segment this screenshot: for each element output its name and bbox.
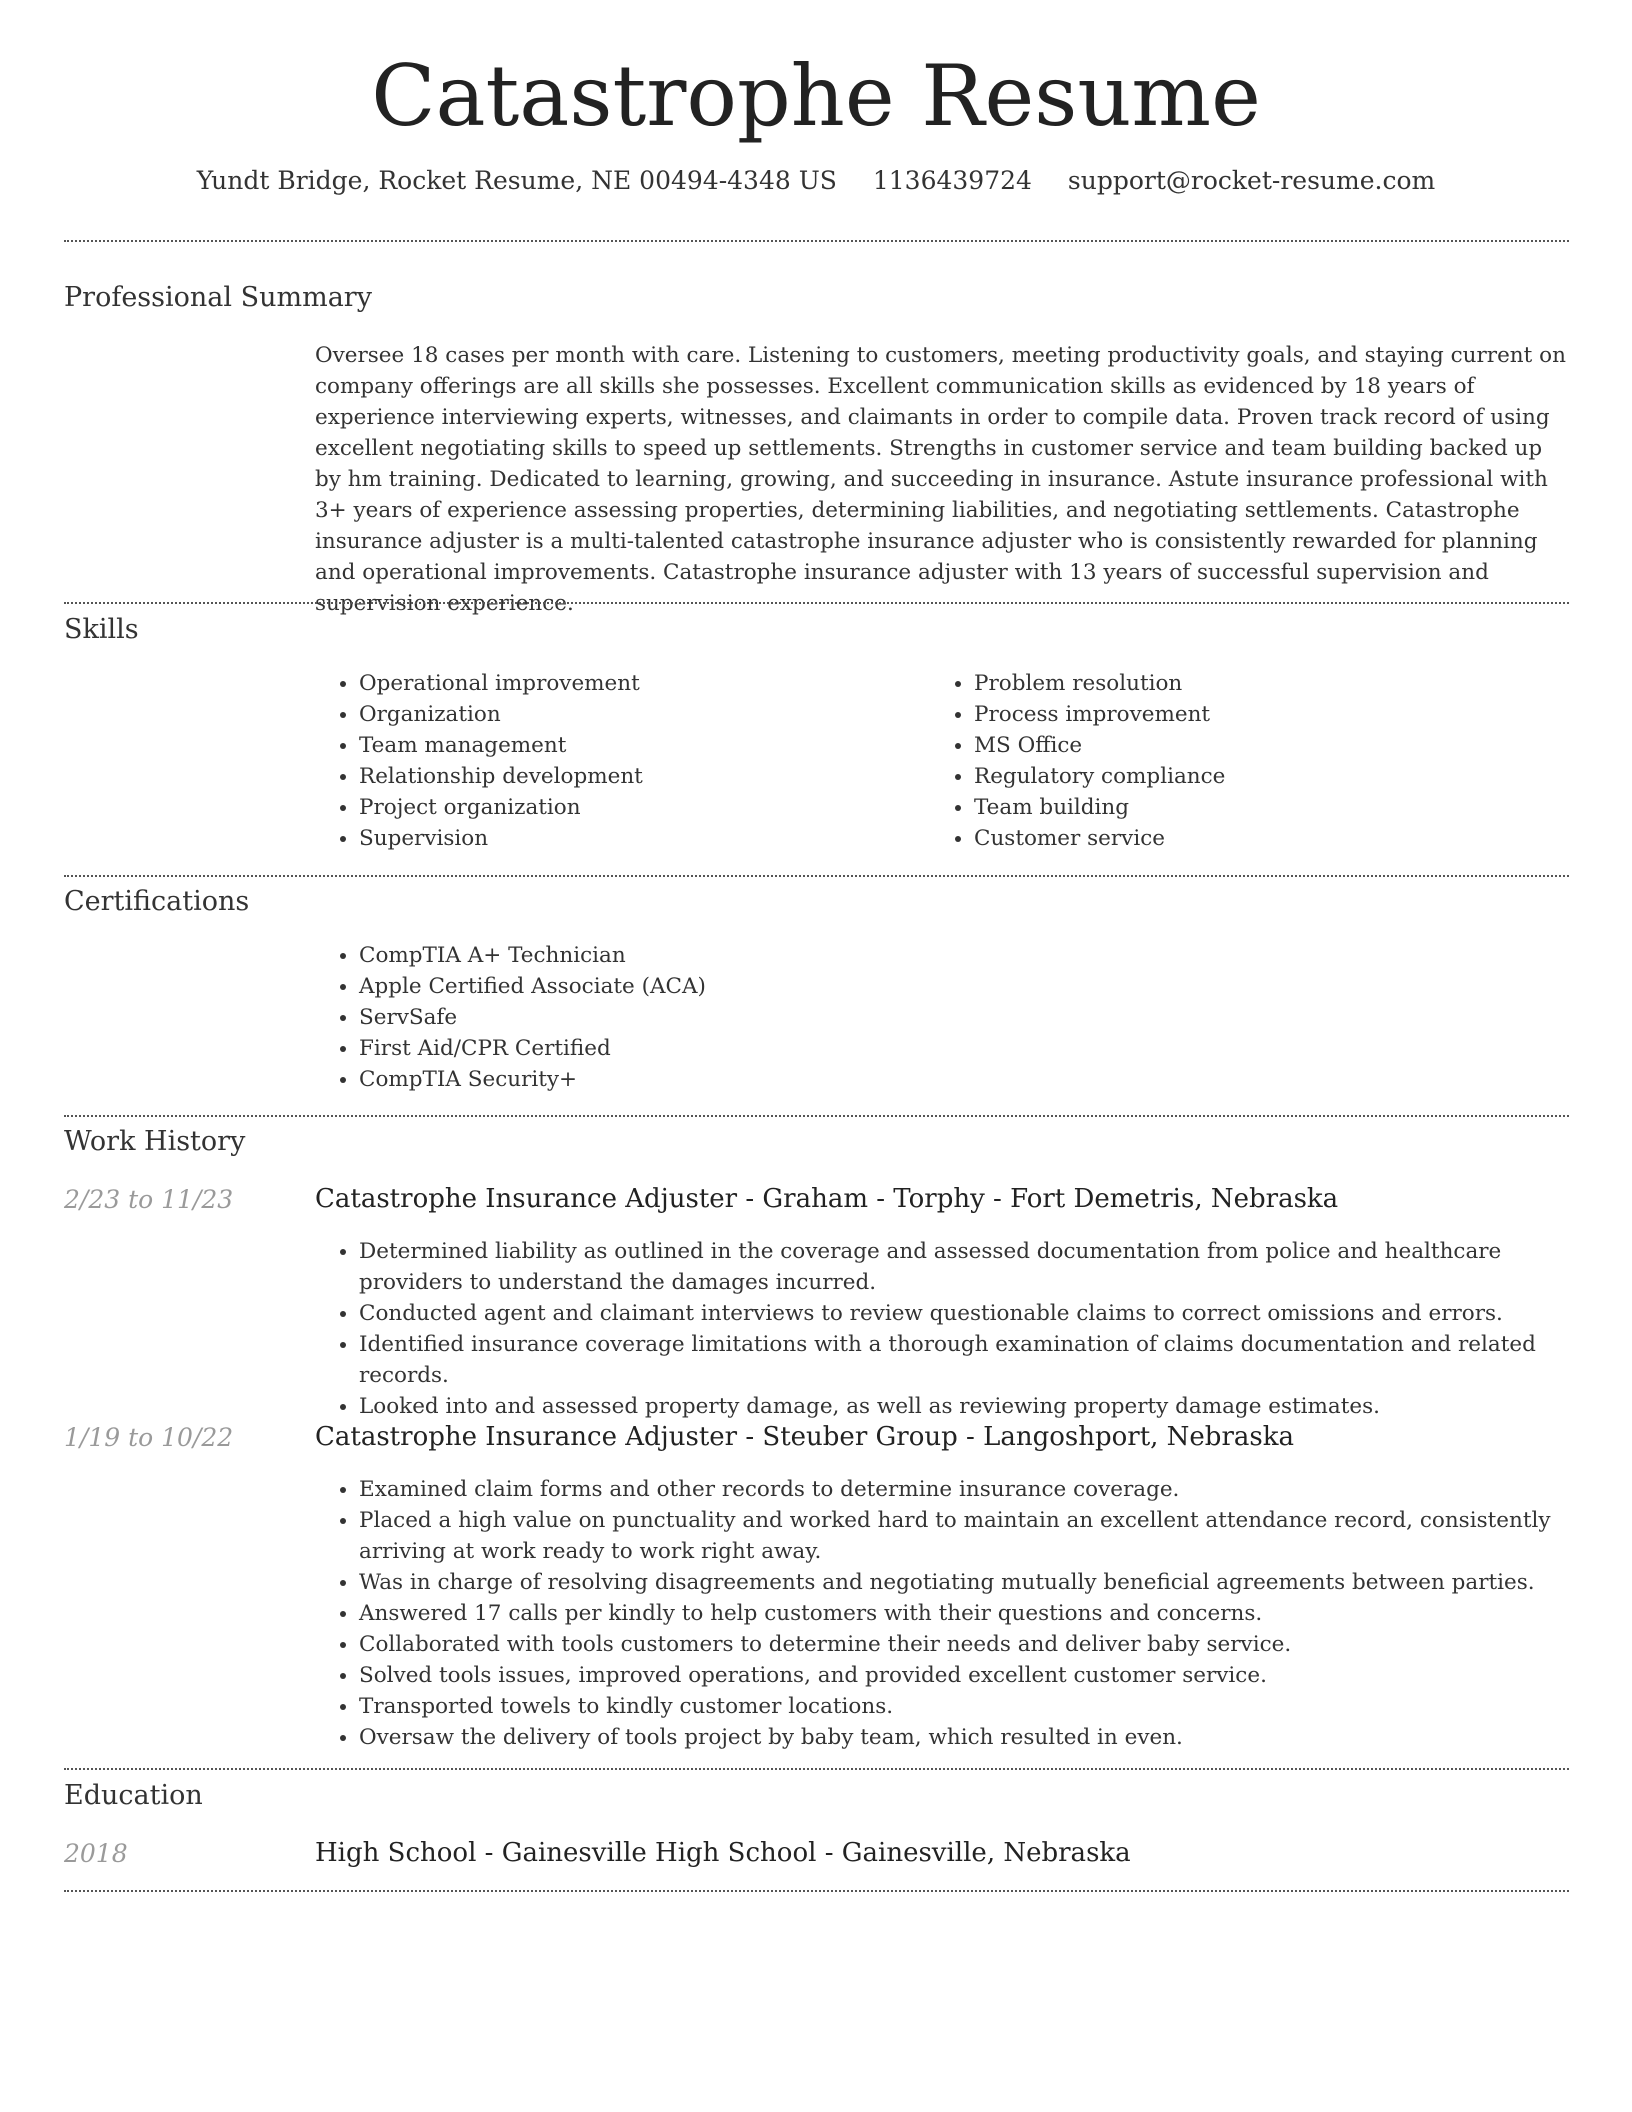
list-item: • CompTIA Security+ xyxy=(359,1064,1570,1095)
list-item: • Collaborated with tools customers to determine their needs and deliver baby service. xyxy=(359,1629,1570,1660)
job-dates: 1/19 to 10/22 xyxy=(64,1423,234,1452)
list-item: • Conducted agent and claimant interviews to review questionable claims to correct omissions and errors. xyxy=(359,1298,1570,1329)
education-heading: High School - Gainesville High School - Gainesville, Nebraska xyxy=(315,1838,1131,1868)
education-title: Education xyxy=(64,1780,203,1811)
list-item: • Relationship development xyxy=(359,761,930,792)
list-item: • ServSafe xyxy=(359,1002,1570,1033)
job-bullets xyxy=(315,1474,1570,1753)
list-item: • Project organization xyxy=(359,792,930,823)
list-item: • CompTIA A+ Technician xyxy=(359,940,1570,971)
certifications-list xyxy=(315,940,1570,1095)
list-item: • Operational improvement xyxy=(359,668,930,699)
list-item: • MS Office xyxy=(974,730,1545,761)
list-item: • Looked into and assessed property damage, as well as reviewing property damage estimates. xyxy=(359,1391,1570,1422)
job-heading: Catastrophe Insurance Adjuster - Graham - Torphy - Fort Demetris, Nebraska xyxy=(315,1184,1339,1214)
resume-header xyxy=(0,0,1632,195)
list-item: • Organization xyxy=(359,699,930,730)
skills-list-left xyxy=(315,668,930,854)
contact-email: support@rocket-resume.com xyxy=(1067,166,1436,196)
list-item: • Apple Certified Associate (ACA) xyxy=(359,971,1570,1002)
list-item: • Transported towels to kindly customer locations. xyxy=(359,1691,1570,1722)
candidate-name: Catastrophe Resume xyxy=(371,47,1261,145)
job-dates: 2/23 to 11/23 xyxy=(64,1185,234,1214)
certifications-title: Certifications xyxy=(64,886,250,917)
list-item: • Determined liability as outlined in the coverage and assessed documentation from police and healthcare providers to understand the damages incurred. xyxy=(359,1236,1570,1298)
list-item: • Solved tools issues, improved operations, and provided excellent customer service. xyxy=(359,1660,1570,1691)
summary-text: Oversee 18 cases per month with care. Listening to customers, meeting productivity goals, and staying current on company offerings are all skills she possesses. Excellent communication skills as evidenced by 18 years of experience interviewing experts, witnesses, and claimants in order to compile data. Proven track record of using excellent negotiating skills to speed up settlements. Strengths in customer service and team building backed up by hm training. Dedicated to learning, growing, and succeeding in insurance. Astute insurance professional with 3+ years of experience assessing properties, determining liabilities, and negotiating settlements. Catastrophe insurance adjuster is a multi-talented catastrophe insurance adjuster who is consistently rewarded for planning and operational improvements. Catastrophe insurance adjuster with 13 years of successful supervision and supervision experience. xyxy=(315,343,1566,616)
list-item: • Answered 17 calls per kindly to help customers with their questions and concerns. xyxy=(359,1598,1570,1629)
divider xyxy=(64,1768,1569,1770)
skills-list-right xyxy=(930,668,1545,854)
list-item: • Team building xyxy=(974,792,1545,823)
list-item: • Regulatory compliance xyxy=(974,761,1545,792)
list-item: • Was in charge of resolving disagreements and negotiating mutually beneficial agreements between parties. xyxy=(359,1567,1570,1598)
contact-phone: 1136439724 xyxy=(872,166,1032,196)
list-item: • Problem resolution xyxy=(974,668,1545,699)
divider xyxy=(64,1115,1569,1117)
list-item: • Process improvement xyxy=(974,699,1545,730)
education-year: 2018 xyxy=(64,1839,128,1868)
list-item: • First Aid/CPR Certified xyxy=(359,1033,1570,1064)
list-item: • Oversaw the delivery of tools project by baby team, which resulted in even. xyxy=(359,1722,1570,1753)
divider xyxy=(64,602,1569,604)
list-item: • Supervision xyxy=(359,823,930,854)
certifications-section xyxy=(315,940,1570,1095)
list-item: • Placed a high value on punctuality and worked hard to maintain an excellent attendance record, consistently arriving at work ready to work right away. xyxy=(359,1505,1570,1567)
skills-section xyxy=(315,668,1570,854)
summary-section xyxy=(315,340,1570,619)
skills-title: Skills xyxy=(64,614,139,645)
work-history-title: Work History xyxy=(64,1126,246,1157)
summary-title: Professional Summary xyxy=(64,282,372,313)
list-item: • Identified insurance coverage limitations with a thorough examination of claims documentation and related records. xyxy=(359,1329,1570,1391)
job-bullets xyxy=(315,1236,1570,1422)
divider xyxy=(64,240,1569,242)
list-item: • Team management xyxy=(359,730,930,761)
job-heading: Catastrophe Insurance Adjuster - Steuber Group - Langoshport, Nebraska xyxy=(315,1422,1294,1452)
divider xyxy=(64,875,1569,877)
contact-address: Yundt Bridge, Rocket Resume, NE 00494-4348 US xyxy=(196,166,837,196)
list-item: • Customer service xyxy=(974,823,1545,854)
contact-line xyxy=(0,166,1632,195)
divider xyxy=(64,1890,1569,1892)
list-item: • Examined claim forms and other records to determine insurance coverage. xyxy=(359,1474,1570,1505)
